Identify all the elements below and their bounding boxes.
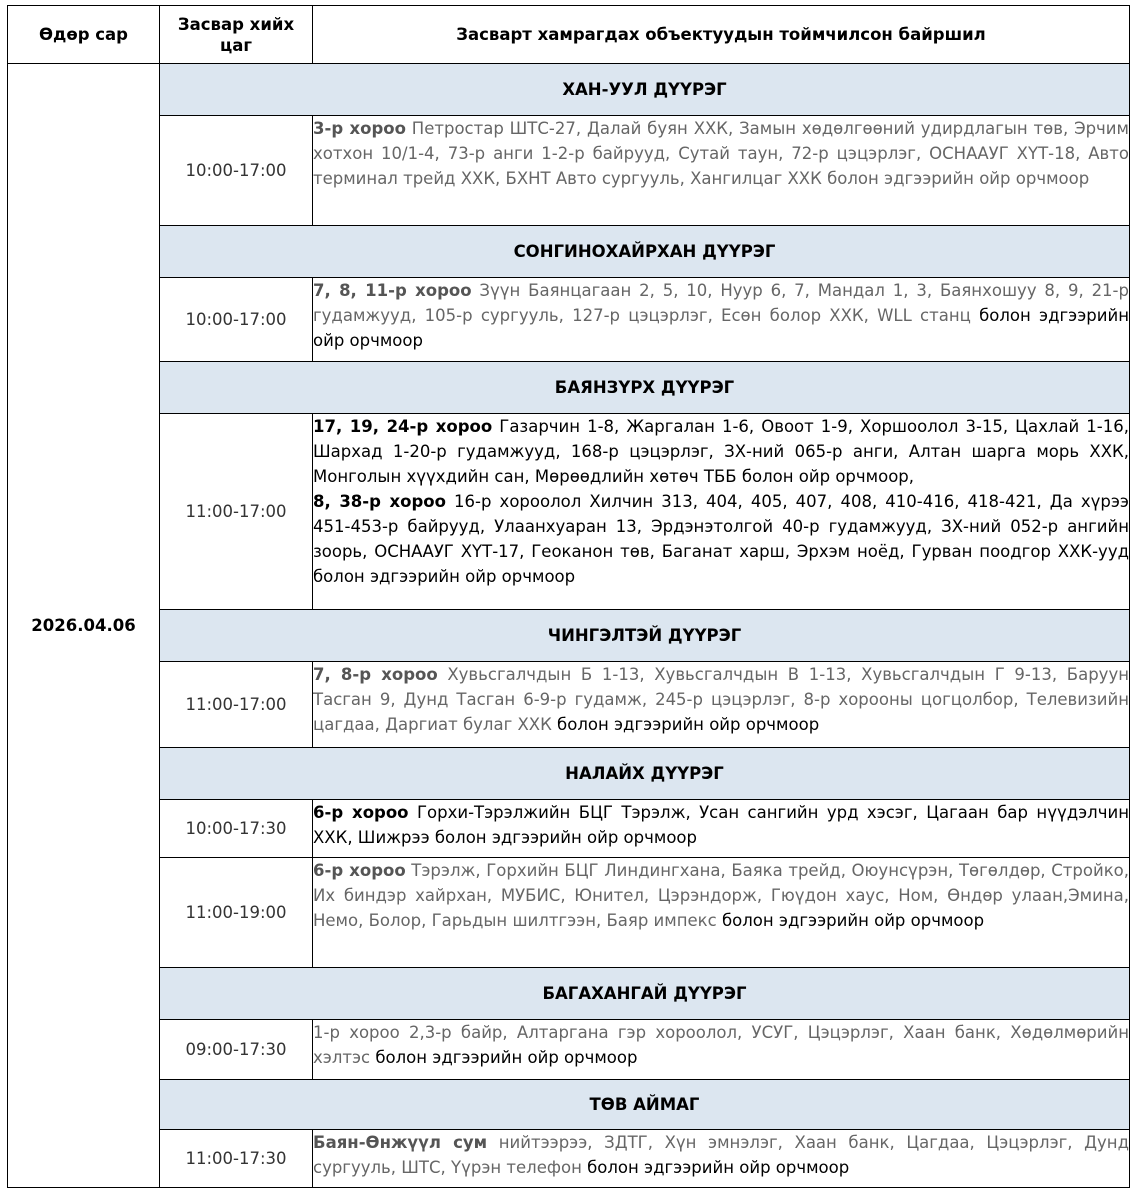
location-text: Горхи-Тэрэлжийн БЦГ Тэрэлж, Усан сангийн урд хэсэг, Цагаан бар нүүдэлчин ХХК, Шижрээ болон эдгээрийн ойр орчмоор xyxy=(313,803,1129,847)
district-row xyxy=(8,610,1130,662)
schedule-row xyxy=(8,858,1130,968)
location-cell xyxy=(313,1020,1130,1080)
location-text-2: 16-р хороолол Хилчин 313, 404, 405, 407, 408, 410-416, 418-421, Да хүрээ 451-453-р байрууд, Улаанхуаран 13, Эрдэнэтолгой 40-р гудамжууд, ЗХ-ний 052-р ангийн зоорь, ОСНААУГ ХҮТ-17, Геоканон төв, Баганат харш, Эрхэм ноёд, Гурван поодгор ХХК-ууд болон эдгээрийн ойр орчмоор xyxy=(313,492,1129,586)
district-name: БАЯНЗҮРХ ДҮҮРЭГ xyxy=(160,362,1130,414)
district-name: ХАН-УУЛ ДҮҮРЭГ xyxy=(160,64,1130,116)
district-row xyxy=(8,748,1130,800)
time-cell: 11:00-17:00 xyxy=(160,662,313,748)
khoroo-label: 17, 19, 24-р хороо xyxy=(313,417,493,436)
schedule-row xyxy=(8,278,1130,362)
schedule-row xyxy=(8,1130,1130,1188)
location-cell xyxy=(313,414,1130,610)
sum-label: Баян-Өнжүүл сум xyxy=(313,1133,488,1152)
location-text: Петростар ШТС-27, Далай буян ХХК, Замын хөдөлгөөний удирдлагын төв, Эрчим хотхон 10/1-4, 73-р анги 1-2-р байрууд, Сутай таун, 72-р цэцэрлэг, ОСНААУГ ХҮТ-18, Авто терминал трейд ХХК, БХНТ Авто сургууль, Хангилцаг ХХК болон эдгээрийн ойр орчмоор xyxy=(313,119,1129,188)
district-name: НАЛАЙХ ДҮҮРЭГ xyxy=(160,748,1130,800)
khoroo-label: 6-р хороо xyxy=(313,861,406,880)
time-cell: 11:00-19:00 xyxy=(160,858,313,968)
district-row xyxy=(8,226,1130,278)
location-text: Хувьсгалчдын Б 1-13, Хувьсгалчдын В 1-13, Хувьсгалчдын Г 9-13, Баруун Тасган 9, Дунд Тасган 6-9-р гудамж, 245-р цэцэрлэг, 8-р хорооны цогцолбор, Телевизийн цагдаа, Даргиат булаг ХХК xyxy=(313,665,1130,734)
location-cell xyxy=(313,662,1130,748)
schedule-row xyxy=(8,800,1130,858)
schedule-row xyxy=(8,116,1130,226)
khoroo-label: 6-р хороо xyxy=(313,803,409,822)
khoroo-label: 3-р хороо xyxy=(313,119,406,138)
location-cell xyxy=(313,116,1130,226)
district-name: БАГАХАНГАЙ ДҮҮРЭГ xyxy=(160,968,1130,1020)
khoroo-label: 7, 8-р хороо xyxy=(313,665,438,684)
header-date: Өдөр сар xyxy=(8,6,160,64)
schedule-row xyxy=(8,662,1130,748)
time-cell: 11:00-17:30 xyxy=(160,1130,313,1188)
location-text: Тэрэлж, Горхийн БЦГ Линдингхана, Баяка трейд, Оюунсүрэн, Төгөлдөр, Стройко, Их биндэр хайрхан, МУБИС, Юнител, Цэрэндорж, Гюүдон хаус, Ном, Өндөр улаан,Эмина, Немо, Болор, Гарьдын шилтгээн, Баяр импекс xyxy=(313,861,1129,930)
time-cell: 10:00-17:30 xyxy=(160,800,313,858)
location-tail: болон эдгээрийн ойр орчмоор xyxy=(370,1048,638,1067)
schedule-row xyxy=(8,1020,1130,1080)
location-tail: болон эдгээрийн ойр орчмоор xyxy=(551,715,820,734)
district-name: ЧИНГЭЛТЭЙ ДҮҮРЭГ xyxy=(160,610,1130,662)
location-cell xyxy=(313,800,1130,858)
district-row xyxy=(8,64,1130,116)
district-name: СОНГИНОХАЙРХАН ДҮҮРЭГ xyxy=(160,226,1130,278)
district-name: ТӨВ АЙМАГ xyxy=(160,1080,1130,1130)
time-cell: 11:00-17:00 xyxy=(160,414,313,610)
location-tail: болон эдгээрийн ойр орчмоор xyxy=(716,911,985,930)
location-cell xyxy=(313,1130,1130,1188)
khoroo-label: 7, 8, 11-р хороо xyxy=(313,281,472,300)
location-text: Газарчин 1-8, Жаргалан 1-6, Овоот 1-9, Хоршоолол 3-15, Цахлай 1-16, Шархад 1-20-р гудамжууд, 168-р цэцэрлэг, ЗХ-ний 065-р анги, Алтан шарга морь ХХК, Монголын хүүхдийн сан, Мөрөөдлийн хөтөч ТББ болон ойр орчмоор, xyxy=(313,417,1129,486)
location-text: нийтээрээ, ЗДТГ, Хүн эмнэлэг, Хаан банк, Цагдаа, Цэцэрлэг, Дунд сургууль, ШТС, Үүрэн телефон xyxy=(313,1133,1129,1177)
location-cell xyxy=(313,858,1130,968)
location-text: 1-р хороо 2,3-р байр, Алтаргана гэр хороолол, УСУГ, Цэцэрлэг, Хаан банк, Хөдөлмөрийн хэлтэс xyxy=(313,1023,1129,1067)
time-cell: 10:00-17:00 xyxy=(160,116,313,226)
header-location: Засварт хамрагдах объектуудын тоймчилсон байршил xyxy=(313,6,1130,64)
location-text: Зүүн Баянцагаан 2, 5, 10, Нуур 6, 7, Мандал 1, 3, Баянхошуу 8, 9, 21-р гудамжууд, 105-р сургууль, 127-р цэцэрлэг, Есөн болор ХХК, WLL станц xyxy=(313,281,1129,325)
schedule-row xyxy=(8,414,1130,610)
date-cell: 2026.04.06 xyxy=(8,64,160,1188)
location-tail: болон эдгээрийн ойр орчмоор xyxy=(313,306,1129,350)
district-row xyxy=(8,1080,1130,1130)
location-tail: болон эдгээрийн ойр орчмоор xyxy=(581,1158,850,1177)
location-cell xyxy=(313,278,1130,362)
khoroo-label-2: 8, 38-р хороо xyxy=(313,492,446,511)
time-cell: 10:00-17:00 xyxy=(160,278,313,362)
outage-schedule-table xyxy=(7,5,1130,1188)
district-row xyxy=(8,362,1130,414)
district-row xyxy=(8,968,1130,1020)
header-row xyxy=(8,6,1130,64)
header-time: Засвар хийх цаг xyxy=(160,6,313,64)
time-cell: 09:00-17:30 xyxy=(160,1020,313,1080)
